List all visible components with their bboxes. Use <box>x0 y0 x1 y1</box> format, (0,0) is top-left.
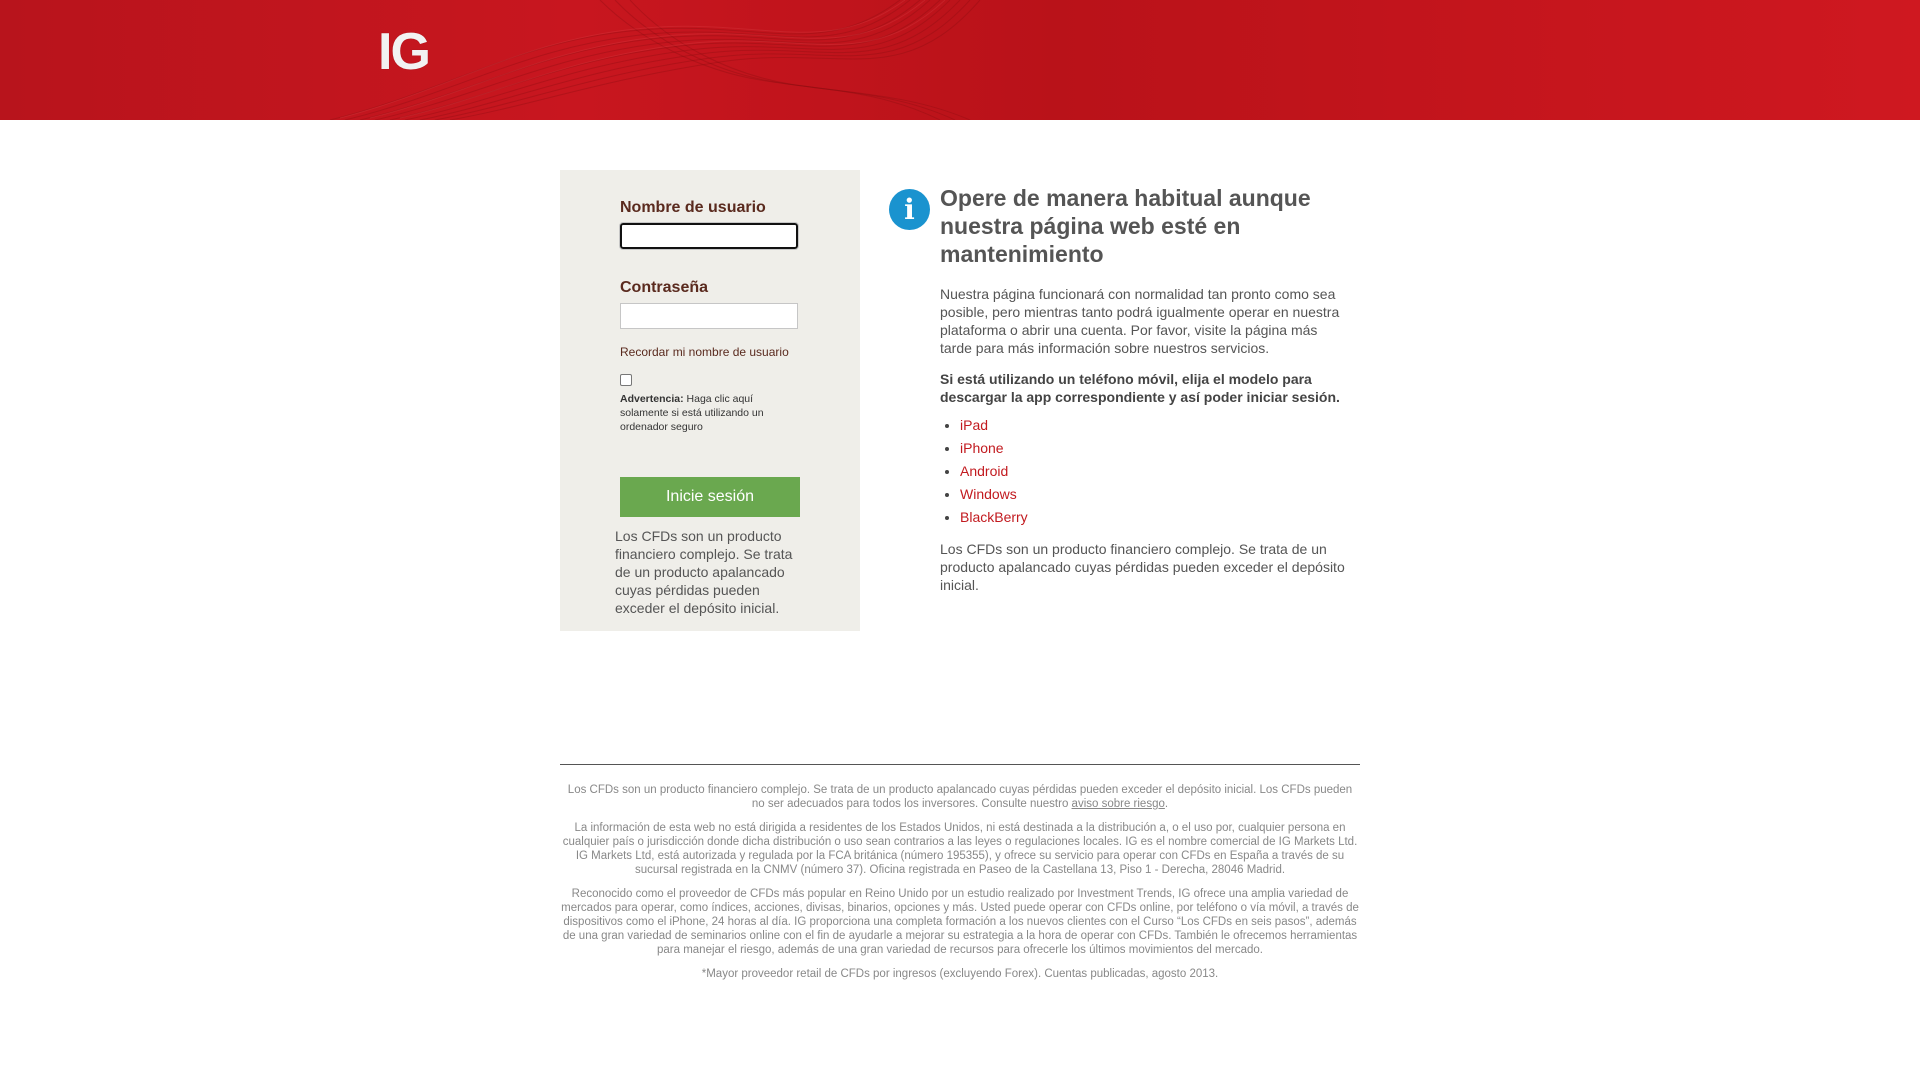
login-panel <box>560 170 860 631</box>
footer-legal-paragraph: La información de esta web no está dirigida a residentes de los Estados Unidos, ni está destinada a la distribución a, o el uso por, cualquier persona en cualquier país o jurisdicción donde dicha distribución o uso sean contrarios a las leyes o regulaciones locales. IG es el nombre comercial de IG Markets Ltd. IG Markets Ltd, está autorizada y regulada por la FCA británica (número 195355), y ofrece su servicio para operar con CFDs en España a través de su sucursal registrada en la CNMV (número 37). Oficina registrada en Paseo de la Castellana 13, Piso 1 - Derecha, 28046 Madrid. <box>562 822 1358 876</box>
device-link-ipad[interactable]: iPad <box>960 417 989 433</box>
risk-notice-link[interactable]: aviso sobre riesgo <box>1071 798 1165 810</box>
warning-text: Haga clic aquí solamente si está utilizando un ordenador seguro <box>620 393 764 433</box>
footer-risk-paragraph <box>560 783 1360 811</box>
list-item <box>960 460 1028 483</box>
device-link-iphone[interactable]: iPhone <box>960 440 1004 456</box>
username-input[interactable] <box>620 223 798 249</box>
footer-risk-text: Los CFDs son un producto financiero complejo. Se trata de un producto apalancado cuyas pérdidas pueden exceder el depósito inicial. Los CFDs pueden no ser adecuados para todos los inversores. Consulte nuestro <box>567 784 1353 810</box>
header-banner <box>0 0 1920 120</box>
list-item <box>960 483 1028 506</box>
remember-username-label: Recordar mi nombre de usuario <box>620 345 789 359</box>
password-label: Contraseña <box>620 279 709 296</box>
login-button[interactable]: Inicie sesión <box>620 477 800 517</box>
remember-username-checkbox[interactable] <box>620 374 632 386</box>
maintenance-paragraph: Nuestra página funcionará con normalidad tan pronto como sea posible, pero mientras tanto podrá igualmente operar en nuestra plataforma o abrir una cuenta. Por favor, visite la página más tarde para más información sobre nuestros servicios. <box>940 286 1340 356</box>
cfd-risk-note: Los CFDs son un producto financiero complejo. Se trata de un producto apalancado cuyas pérdidas pueden exceder el depósito inicial. <box>615 528 793 616</box>
maintenance-title: Opere de manera habitual aunque nuestra página web esté en mantenimiento <box>940 185 1311 267</box>
warning-bold-label: Advertencia: <box>620 393 684 405</box>
info-cfd-note: Los CFDs son un producto financiero complejo. Se trata de un producto apalancado cuyas pérdidas pueden exceder el depósito inicial. <box>940 541 1345 593</box>
secure-computer-warning <box>620 392 780 434</box>
list-item <box>960 437 1028 460</box>
device-app-list <box>940 414 1028 529</box>
footer-footnote: *Mayor proveedor retail de CFDs por ingresos (excluyendo Forex). Cuentas publicadas, agosto 2013. <box>701 968 1219 980</box>
footer <box>560 783 1360 991</box>
footer-divider <box>560 764 1360 765</box>
device-link-windows[interactable]: Windows <box>960 486 1017 502</box>
mobile-prompt: Si está utilizando un teléfono móvil, elija el modelo para descargar la app correspondiente y así poder iniciar sesión. <box>940 371 1340 405</box>
device-link-android[interactable]: Android <box>960 463 1009 479</box>
footer-risk-end: . <box>1164 798 1169 810</box>
footer-about-paragraph: Reconocido como el proveedor de CFDs más popular en Reino Unido por un estudio realizado por Investment Trends, IG ofrece una amplia variedad de mercados para operar, como índices, acciones, divisas, binarios, opciones y más. Usted puede operar con CFDs online, por teléfono o vía móvil, a través de dispositivos como el iPhone, 24 horas al día. IG proporciona una completa formación a los nuevos clientes con el Curso “Los CFDs en seis pasos”, además de una gran variedad de seminarios online con el fin de ayudarle a mejorar su estrategia a la hora de operar con CFDs. También le ofrecemos herramientas para manejar el riesgo, además de una gran variedad de recursos para ofrecerle los últimos movimientos del mercado. <box>561 888 1359 956</box>
list-item <box>960 414 1028 437</box>
device-link-blackberry[interactable]: BlackBerry <box>960 509 1028 525</box>
list-item <box>960 506 1028 529</box>
ig-logo[interactable]: IG <box>378 23 429 81</box>
info-icon: i <box>889 189 930 230</box>
decorative-waves <box>0 0 1920 120</box>
password-input[interactable] <box>620 303 798 329</box>
username-label: Nombre de usuario <box>620 199 766 216</box>
